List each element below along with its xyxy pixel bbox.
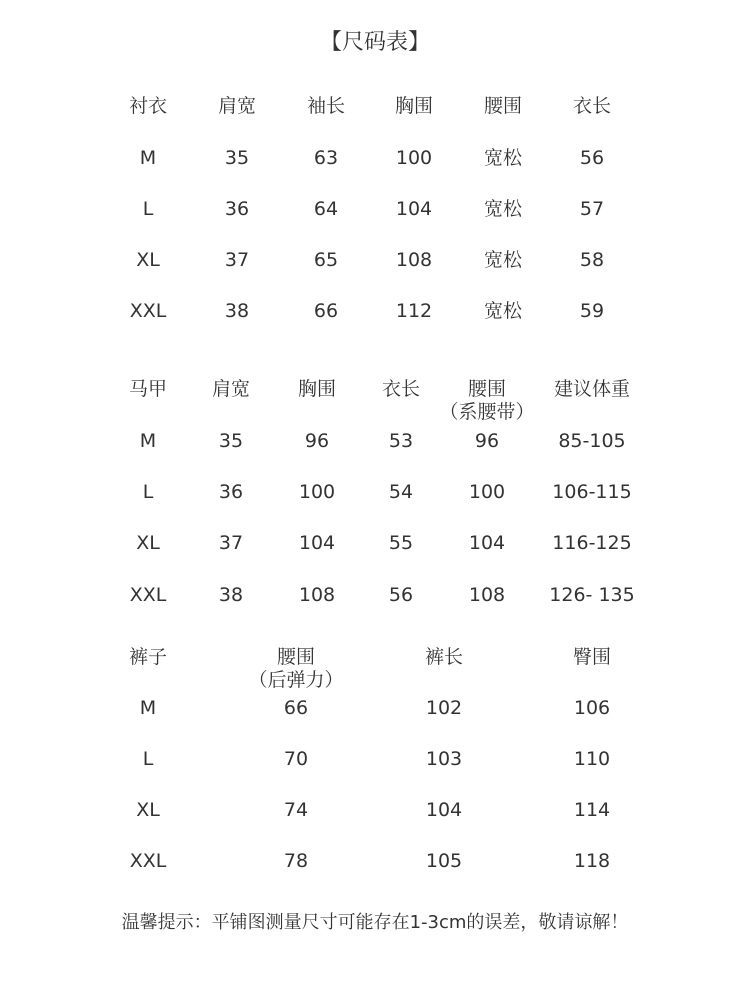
size-label: L (142, 481, 154, 503)
table-cell: 宽松 (483, 198, 523, 220)
table-cell: 38 (224, 300, 250, 322)
size-label: XL (136, 532, 160, 554)
table-cell: 36 (224, 198, 250, 220)
table-cell: 66 (313, 300, 339, 322)
table-cell: 36 (218, 481, 244, 503)
size-label: XXL (129, 850, 167, 872)
column-header: 衣长 (572, 95, 612, 117)
size-label: M (139, 430, 157, 452)
size-label: L (142, 198, 154, 220)
column-header: 裤子 (128, 646, 168, 668)
table-cell: 37 (218, 532, 244, 554)
table-cell: 宽松 (483, 300, 523, 322)
size-label: XXL (129, 300, 167, 322)
table-cell: 126- 135 (549, 584, 635, 606)
page-title: 【尺码表】 (319, 30, 430, 55)
table-cell: 74 (283, 799, 309, 821)
table-cell: 63 (313, 147, 339, 169)
table-cell: 35 (224, 147, 250, 169)
size-label: M (139, 147, 157, 169)
table-cell: 105 (425, 850, 463, 872)
size-label: XL (136, 249, 160, 271)
table-cell: 57 (579, 198, 605, 220)
table-cell: 宽松 (483, 249, 523, 271)
table-cell: 38 (218, 584, 244, 606)
table-cell: 112 (395, 300, 433, 322)
table-cell: 114 (573, 799, 611, 821)
table-cell: 56 (579, 147, 605, 169)
table-cell: 85-105 (558, 430, 626, 452)
table-cell: 104 (468, 532, 506, 554)
table-cell: 118 (573, 850, 611, 872)
column-header: 腰围 （后弹力） (248, 646, 344, 691)
table-cell: 37 (224, 249, 250, 271)
table-cell: 108 (395, 249, 433, 271)
table-cell: 104 (395, 198, 433, 220)
table-cell: 65 (313, 249, 339, 271)
table-cell: 102 (425, 697, 463, 719)
table-cell: 110 (573, 748, 611, 770)
table-cell: 100 (468, 481, 506, 503)
table-cell: 103 (425, 748, 463, 770)
size-label: XL (136, 799, 160, 821)
table-cell: 108 (298, 584, 336, 606)
column-header: 马甲 (128, 378, 168, 400)
table-cell: 100 (298, 481, 336, 503)
table-cell: 100 (395, 147, 433, 169)
table-cell: 53 (388, 430, 414, 452)
table-cell: 55 (388, 532, 414, 554)
column-header: 腰围 （系腰带） (439, 378, 535, 423)
table-cell: 78 (283, 850, 309, 872)
table-cell: 59 (579, 300, 605, 322)
column-header: 衬衣 (128, 95, 168, 117)
column-header: 腰围 (483, 95, 523, 117)
column-header: 肩宽 (211, 378, 251, 400)
size-label: M (139, 697, 157, 719)
measurement-note: 温馨提示：平铺图测量尺寸可能存在1-3cm的误差，敬请谅解！ (121, 912, 629, 933)
table-cell: 108 (468, 584, 506, 606)
column-header: 胸围 (394, 95, 434, 117)
table-cell: 64 (313, 198, 339, 220)
table-cell: 106-115 (552, 481, 632, 503)
table-cell: 116-125 (552, 532, 632, 554)
table-cell: 96 (474, 430, 500, 452)
table-cell: 54 (388, 481, 414, 503)
size-label: XXL (129, 584, 167, 606)
table-cell: 56 (388, 584, 414, 606)
column-header: 臀围 (572, 646, 612, 668)
table-cell: 96 (304, 430, 330, 452)
column-header: 肩宽 (217, 95, 257, 117)
table-cell: 104 (298, 532, 336, 554)
table-cell: 70 (283, 748, 309, 770)
column-header: 衣长 (381, 378, 421, 400)
column-header: 建议体重 (553, 378, 631, 400)
column-header: 裤长 (424, 646, 464, 668)
table-cell: 35 (218, 430, 244, 452)
table-cell: 58 (579, 249, 605, 271)
table-cell: 104 (425, 799, 463, 821)
table-cell: 106 (573, 697, 611, 719)
size-label: L (142, 748, 154, 770)
table-cell: 66 (283, 697, 309, 719)
table-cell: 宽松 (483, 147, 523, 169)
column-header: 袖长 (306, 95, 346, 117)
column-header: 胸围 (297, 378, 337, 400)
